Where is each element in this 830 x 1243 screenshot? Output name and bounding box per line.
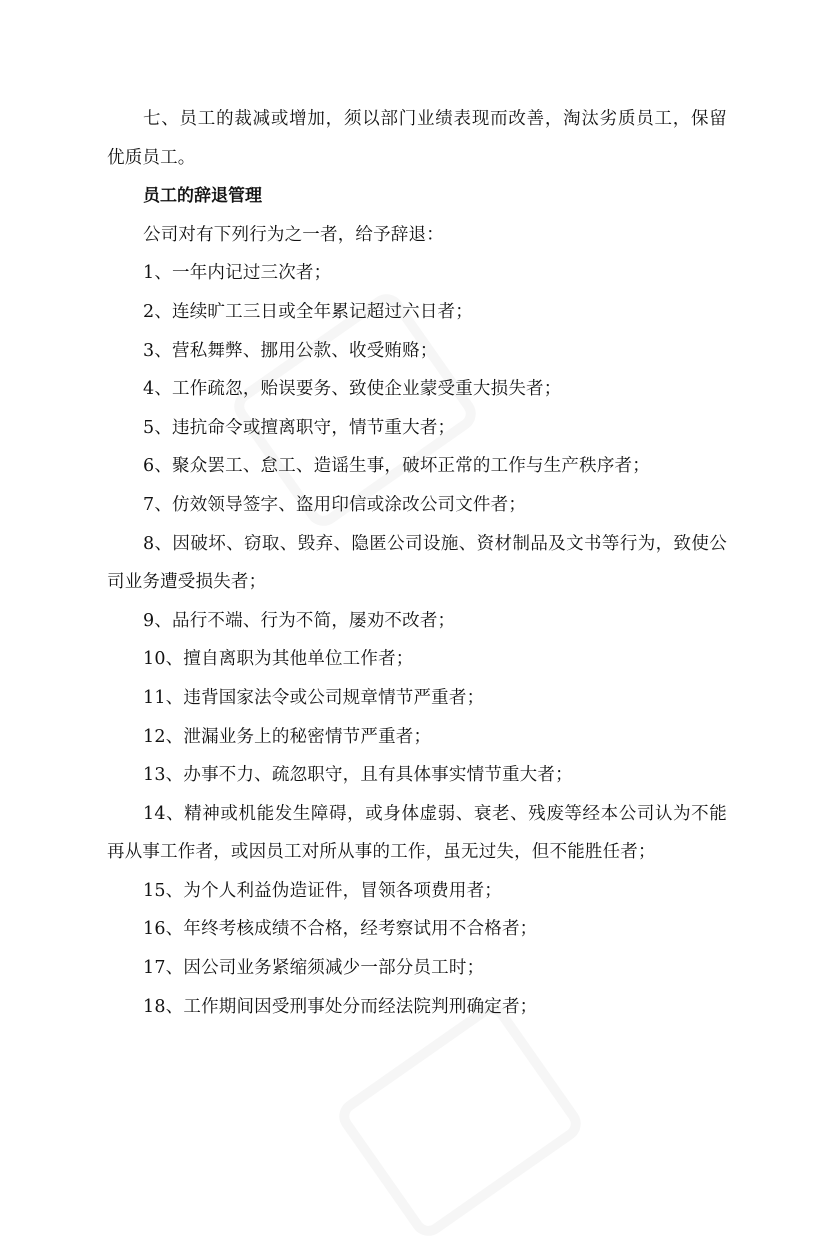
list-item: 15、为个人利益伪造证件，冒领各项费用者；	[143, 880, 502, 901]
list-item: 6、聚众罢工、怠工、造谣生事，破坏正常的工作与生产秩序者；	[143, 456, 650, 477]
list-item: 17、因公司业务紧缩须减少一部分员工时；	[143, 958, 485, 979]
document-body	[107, 100, 727, 1026]
watermark	[332, 997, 588, 1243]
list-item: 8、因破坏、窃取、毁弃、隐匿公司设施、资材制品及文书等行为，致使公司业务遭受损失者；	[107, 533, 727, 593]
list-item: 5、违抗命令或擅离职守，情节重大者；	[143, 417, 456, 438]
list-item: 7、仿效领导签字、盗用印信或涂改公司文件者；	[143, 494, 527, 515]
list-item: 16、年终考核成绩不合格，经考察试用不合格者；	[143, 919, 538, 940]
list-item: 9、品行不端、行为不简，屡劝不改者；	[143, 610, 456, 631]
list-item: 11、违背国家法令或公司规章情节严重者；	[143, 687, 485, 708]
section-intro: 公司对有下列行为之一者，给予辞退：	[143, 224, 444, 245]
list-item: 18、工作期间因受刑事处分而经法院判刑确定者；	[143, 996, 538, 1017]
list-item: 13、办事不力、疏忽职守，且有具体事实情节重大者；	[143, 765, 573, 786]
list-item: 1、一年内记过三次者；	[143, 263, 332, 284]
list-item: 14、精神或机能发生障碍，或身体虚弱、衰老、残废等经本公司认为不能再从事工作者，或因员工对所从事的工作，虽无过失，但不能胜任者；	[107, 803, 727, 863]
list-item: 2、连续旷工三日或全年累记超过六日者；	[143, 301, 473, 322]
section-heading: 员工的辞退管理	[143, 186, 262, 207]
list-item: 12、泄漏业务上的秘密情节严重者；	[143, 726, 432, 747]
list-item: 4、工作疏忽，贻误要务、致使企业蒙受重大损失者；	[143, 379, 562, 400]
list-item: 10、擅自离职为其他单位工作者；	[143, 649, 414, 670]
paragraph-seven: 七、员工的裁减或增加，须以部门业绩表现而改善，淘汰劣质员工，保留优质员工。	[107, 109, 727, 168]
list-item: 3、营私舞弊、挪用公款、收受贿赂；	[143, 340, 438, 361]
